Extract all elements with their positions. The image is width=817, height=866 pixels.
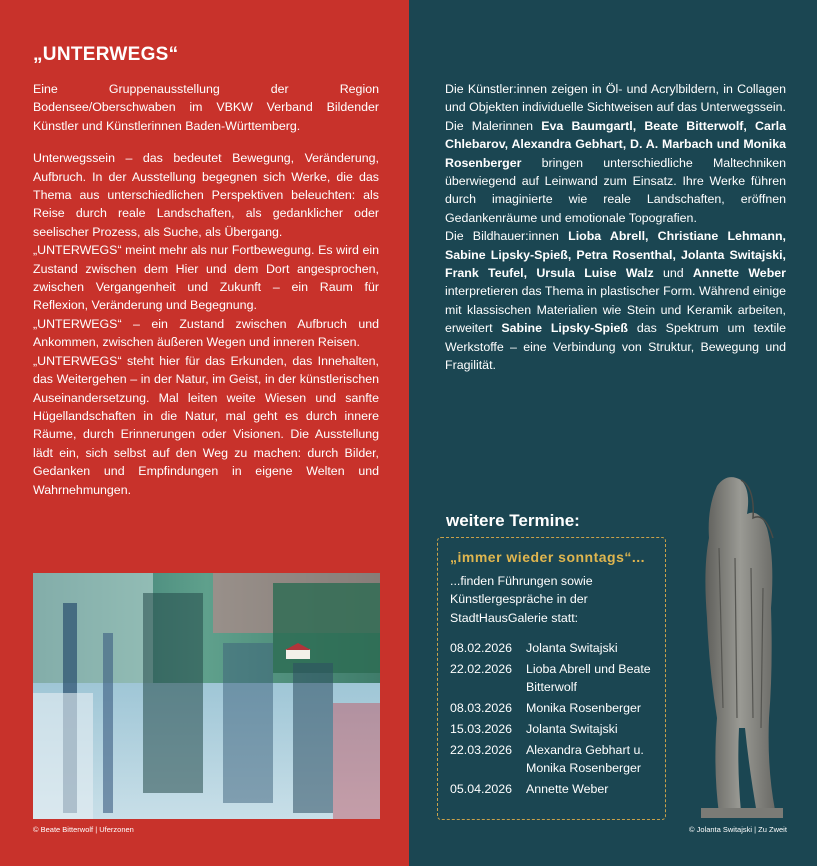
paragraph-2: Unterwegssein – das bedeutet Bewegung, Veränderung, Aufbruch. In der Ausstellung begegnen sich Werke, die das Thema aus unterschiedlichen Perspektiven beleuchten: als Reise durch reale Landschaften, als gedanklicher oder seelischer Prozess, als Suche, als Übergang. [33,151,379,239]
paragraph-4: „UNTERWEGS“ – ein Zustand zwischen Aufbruch und Ankommen, zwischen äußeren Wegen und inneren Reisen. [33,316,379,350]
date-names: Monika Rosenberger [526,701,642,715]
dates-box-intro: ...finden Führungen sowie Künstlergespräche in der StadtHausGalerie statt: [450,574,593,625]
right-text [445,80,786,375]
painters-paragraph [445,117,786,227]
dates-heading: weitere Termine: [446,511,580,530]
artists-intro: Die Künstler:innen zeigen in Öl- und Acrylbildern, in Collagen und Objekten individuelle Sichtweisen auf das Unterwegssein. [445,82,786,115]
date-names: Jolanta Switajski [526,641,618,655]
sculptor-highlight-name: Sabine Lipsky-Spieß [501,321,628,336]
left-text [33,80,379,499]
painters-description: bringen unterschiedliche Maltechniken überwiegend auf Leinwand zum Einsatz. Ihre Werke führen durch imaginierte wie reale Landschaften, eröffnen Gedankenräume und emotionale Topografien. [445,155,786,225]
painters-intro: Die Malerinnen [445,118,542,133]
painting-caption: © Beate Bitterwolf | Uferzonen [33,825,134,834]
date: 22.03.2026 [450,743,513,757]
right-panel [409,0,817,866]
date-row [450,720,656,738]
date-names: Jolanta Switajski [526,722,618,736]
date-row [450,699,656,717]
date: 22.02.2026 [450,662,513,676]
sculptors-description-end: das Spektrum um textile Werkstoffe – eine Verbindung von Struktur, Bewegung und Fragilität. [445,321,786,373]
date-names: Alexandra Gebhart u. Monika Rosenberger [526,743,644,775]
intro-paragraph: Eine Gruppenausstellung der Region Bodensee/Oberschwaben im VBKW Verband Bildender Künstler und Künstlerinnen Baden-Württemberg. [33,82,379,133]
date-names: Annette Weber [526,782,609,796]
sculptors-last-name: Annette Weber [692,266,786,281]
date-names: Lioba Abrell und Beate Bitterwolf [526,662,651,694]
dates-box [437,537,666,820]
date: 08.02.2026 [450,641,513,655]
sculptors-paragraph [445,227,786,374]
sculptors-description: interpretieren das Thema in plastischer Form. Während einige mit klassischen Materialien wie Stein und Keramik arbeiten, erweitert [445,284,786,336]
sculptors-intro: Die Bildhauer:innen [445,229,569,244]
dates-box-title: „immer wieder sonntags“... [450,549,646,565]
date: 08.03.2026 [450,701,513,715]
date: 05.04.2026 [450,782,513,796]
painters-names: Eva Baumgartl, Beate Bitterwolf, Carla Chlebarov, Alexandra Gebhart, D. A. Marbach und Monika Rosenberger [445,118,786,170]
date: 15.03.2026 [450,722,513,736]
paragraph-3: „UNTERWEGS“ meint mehr als nur Fortbewegung. Es wird ein Zustand zwischen dem Hier und dem Dort angesprochen, zwischen Vergangenheit und Zukunft – ein Raum für Reflexion, Veränderung und Begegnung. [33,243,379,313]
date-row [450,780,656,798]
exhibition-title: „UNTERWEGS“ [33,44,179,65]
date-row [450,741,656,777]
sculpture-zu-zweit [679,468,799,824]
sculptors-names: Lioba Abrell, Christiane Lehmann, Sabine Lipsky-Spieß, Petra Rosenthal, Jolanta Switajski, Frank Teufel, Ursula Luise Walz [445,229,786,281]
painting-uferzonen [33,573,380,819]
dates-list [450,639,656,801]
date-row [450,660,656,696]
sculptors-and: und [653,266,693,281]
paragraph-5: „UNTERWEGS“ steht hier für das Erkunden, das Innehalten, das Weitergehen – in der Natur, im Geist, in der künstlerischen Auseinandersetzung. Mal leiten weite Wiesen und sanfte Hügellandschaften in die Natur, mal geht es durch innere Räume, durch Erinnerungen oder Visionen. Die Ausstellung lädt ein, sich selbst auf den Weg zu machen: durch Bilder, Gedanken und Empfindungen in eigene Welten und Wahrnehmungen. [33,353,379,497]
sculpture-caption: © Jolanta Switajski | Zu Zweit [689,825,787,834]
date-row [450,639,656,657]
